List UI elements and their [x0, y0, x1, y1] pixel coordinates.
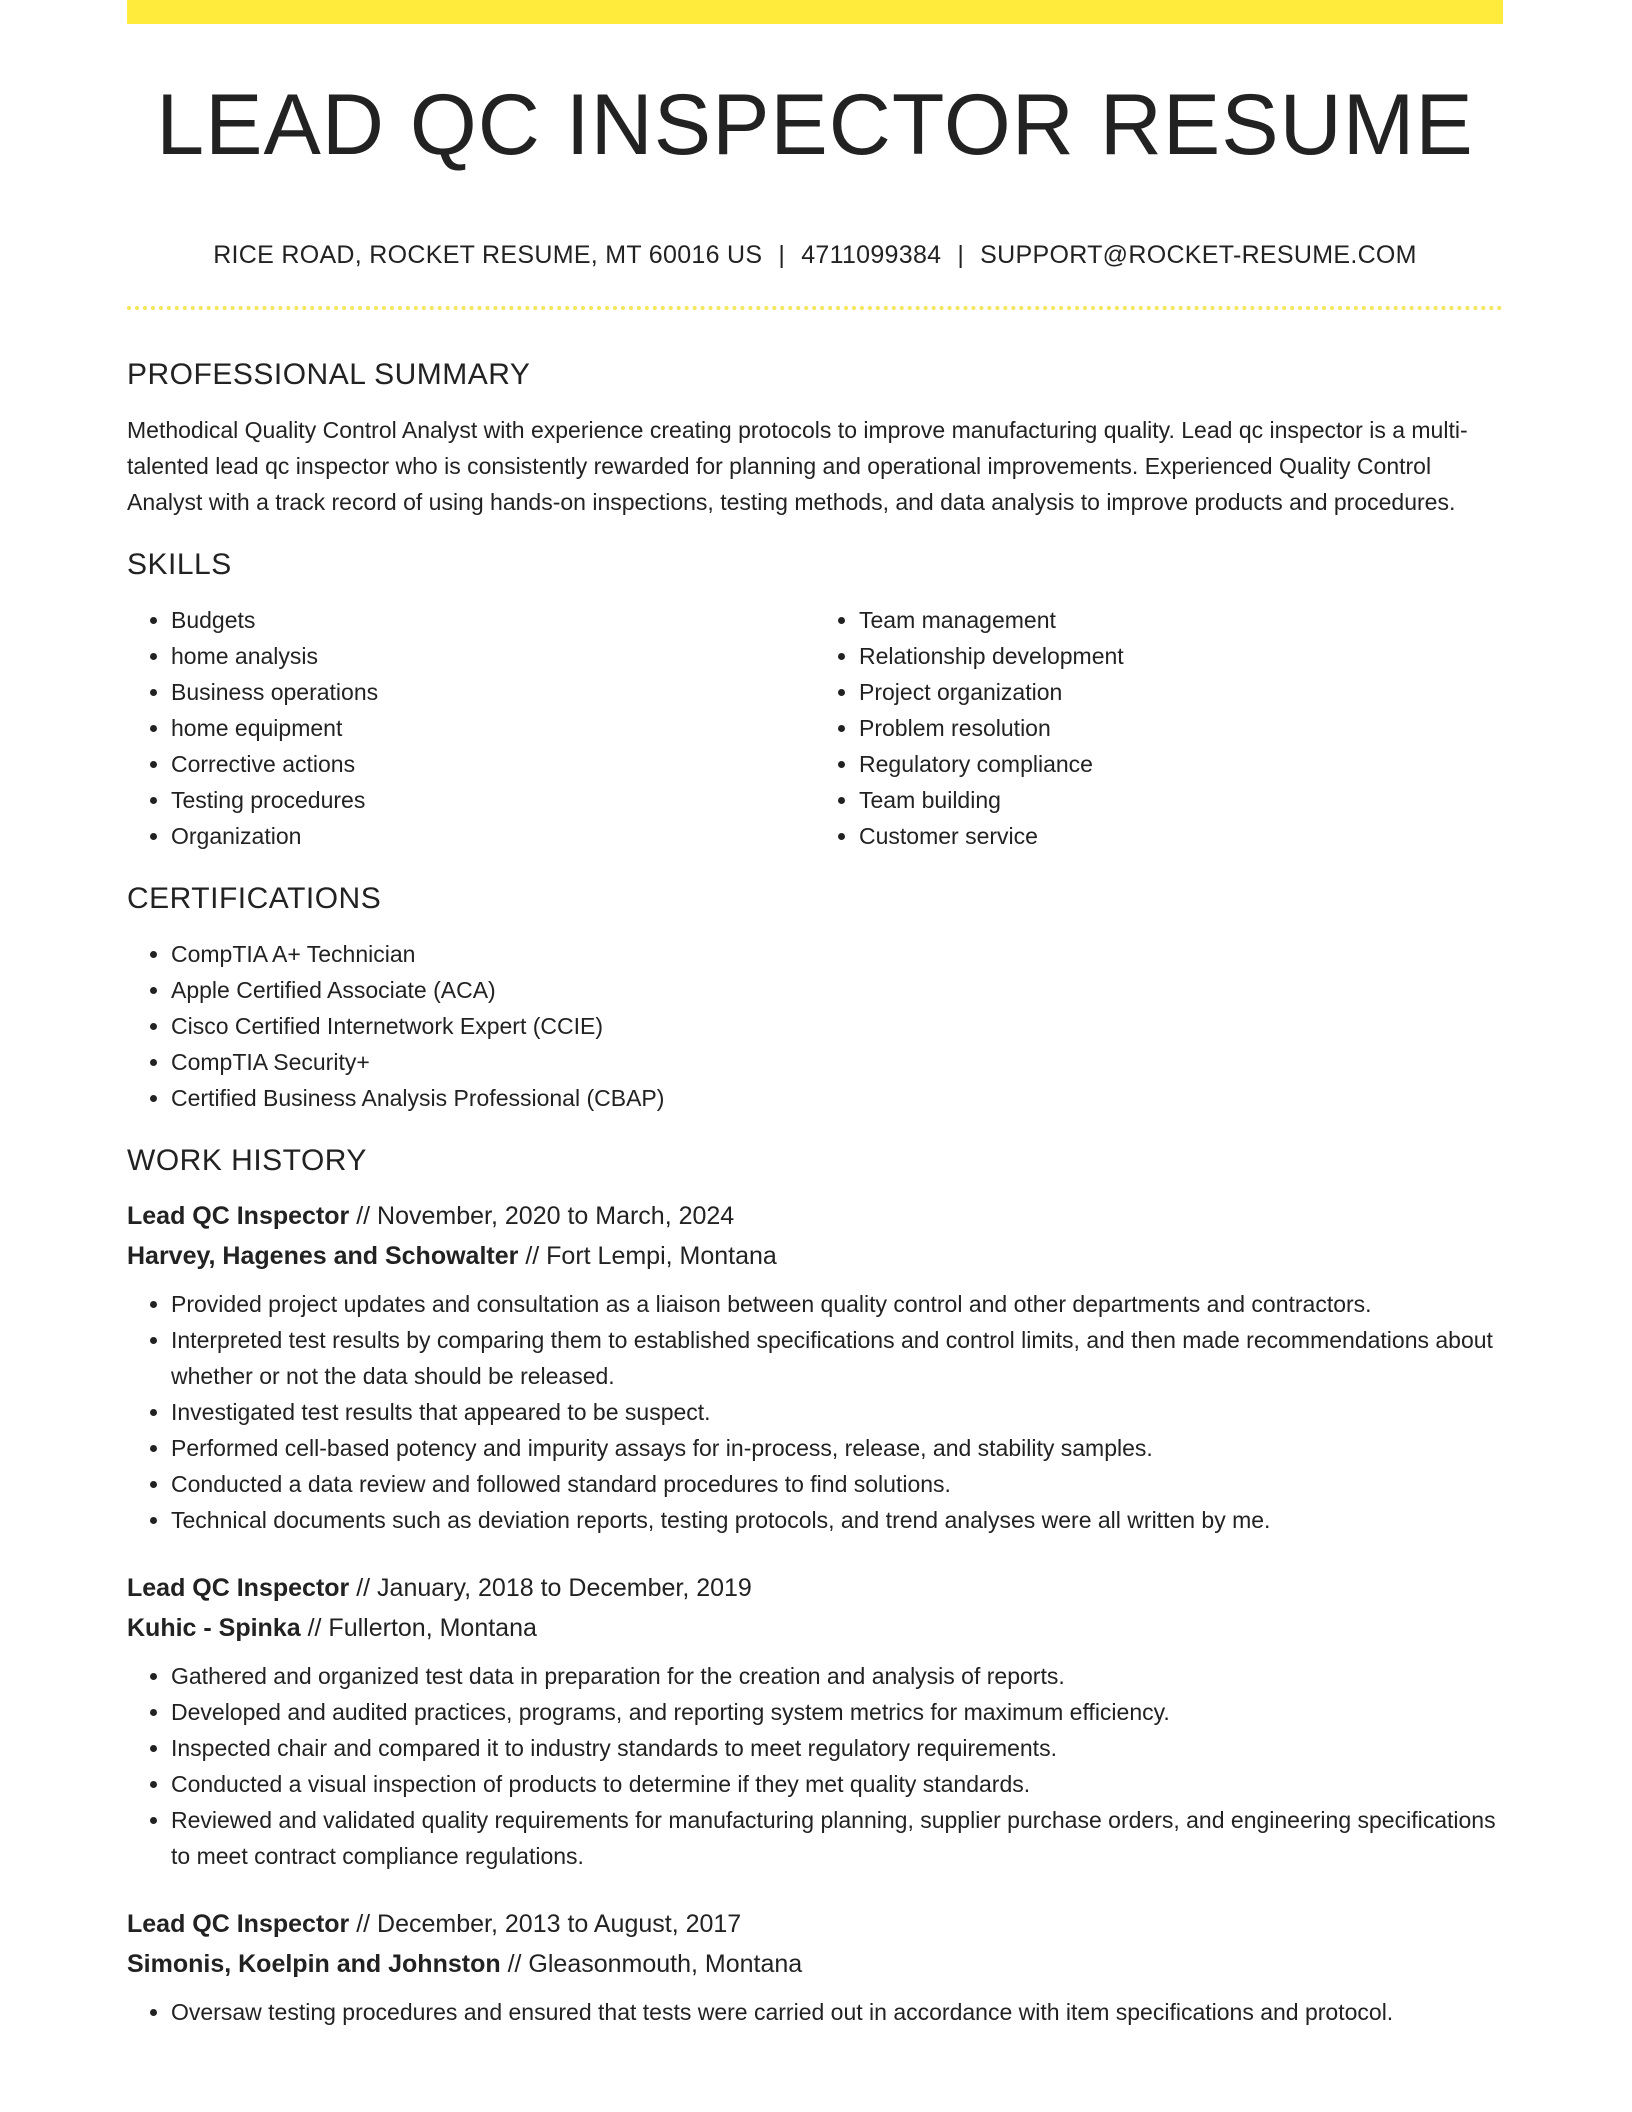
job-bullets — [127, 1286, 1503, 1538]
job-bullet: • Gathered and organized test data in preparation for the creation and analysis of reports. — [171, 1658, 1503, 1694]
job-bullets — [127, 1658, 1503, 1874]
skill-item: • Corrective actions — [171, 746, 815, 782]
job-company: Simonis, Koelpin and Johnston — [127, 1950, 501, 1978]
skills-heading: SKILLS — [127, 548, 232, 581]
job-bullet: • Interpreted test results by comparing them to established specifications and control limits, and then made recommendations about whether or not the data should be released. — [171, 1322, 1503, 1394]
skill-item: • Organization — [171, 818, 815, 854]
job-company: Kuhic - Spinka — [127, 1614, 301, 1642]
skills-right-list — [815, 602, 1503, 854]
resume-title: LEAD QC INSPECTOR RESUME — [156, 77, 1474, 173]
job-bullets — [127, 1994, 1503, 2030]
certifications-list — [127, 936, 1503, 1116]
job-entry — [127, 1904, 1503, 2030]
skill-item: • Team management — [859, 602, 1503, 638]
job-dates: // December, 2013 to August, 2017 — [356, 1910, 742, 1938]
job-entry — [127, 1196, 1503, 1538]
skill-item: • Project organization — [859, 674, 1503, 710]
job-company-line — [127, 1236, 1503, 1276]
certification-item: • Apple Certified Associate (ACA) — [171, 972, 1503, 1008]
contact-separator: | — [957, 241, 965, 269]
certification-item: • CompTIA Security+ — [171, 1044, 1503, 1080]
contact-address: RICE ROAD, ROCKET RESUME, MT 60016 US — [213, 241, 763, 269]
job-bullet: • Conducted a visual inspection of products to determine if they met quality standards. — [171, 1766, 1503, 1802]
skill-item: • home analysis — [171, 638, 815, 674]
job-bullet: • Oversaw testing procedures and ensured that tests were carried out in accordance with item specifications and protocol. — [171, 1994, 1503, 2030]
skill-item: • Business operations — [171, 674, 815, 710]
summary-heading: PROFESSIONAL SUMMARY — [127, 358, 531, 391]
work-history-heading: WORK HISTORY — [127, 1144, 367, 1177]
job-location: // Gleasonmouth, Montana — [507, 1950, 803, 1978]
skill-item: • Regulatory compliance — [859, 746, 1503, 782]
job-bullet: • Technical documents such as deviation reports, testing protocols, and trend analyses were all written by me. — [171, 1502, 1503, 1538]
skill-item: • home equipment — [171, 710, 815, 746]
skill-item: • Problem resolution — [859, 710, 1503, 746]
job-title-line — [127, 1196, 1503, 1236]
summary-section — [127, 350, 1503, 520]
certification-item: • CompTIA A+ Technician — [171, 936, 1503, 972]
job-dates: // January, 2018 to December, 2019 — [356, 1574, 752, 1602]
job-bullet: • Investigated test results that appeared to be suspect. — [171, 1394, 1503, 1430]
job-company-line — [127, 1608, 1503, 1648]
skill-item: • Team building — [859, 782, 1503, 818]
skill-item: • Customer service — [859, 818, 1503, 854]
accent-bar — [127, 0, 1503, 24]
contact-email: SUPPORT@ROCKET-RESUME.COM — [980, 241, 1417, 269]
skills-columns — [127, 602, 1503, 854]
certification-item: • Cisco Certified Internetwork Expert (CCIE) — [171, 1008, 1503, 1044]
skill-item: • Budgets — [171, 602, 815, 638]
job-bullet: • Reviewed and validated quality requirements for manufacturing planning, supplier purchase orders, and engineering specifications to meet contract compliance regulations. — [171, 1802, 1503, 1874]
job-title: Lead QC Inspector — [127, 1910, 350, 1938]
dotted-divider — [127, 306, 1503, 310]
job-bullet: • Provided project updates and consultation as a liaison between quality control and other departments and contractors. — [171, 1286, 1503, 1322]
job-dates: // November, 2020 to March, 2024 — [356, 1202, 735, 1230]
summary-text: Methodical Quality Control Analyst with experience creating protocols to improve manufacturing quality. Lead qc inspector is a multi-talented lead qc inspector who is consistently rewarded for planning and operational improvements. Experienced Quality Control Analyst with a track record of using hands-on inspections, testing methods, and data analysis to improve products and procedures. — [127, 417, 1468, 515]
skills-left-list — [127, 602, 815, 854]
resume-body — [127, 350, 1503, 2030]
contact-separator: | — [778, 241, 786, 269]
certifications-heading: CERTIFICATIONS — [127, 882, 382, 915]
contact-phone: 4711099384 — [801, 241, 942, 269]
job-title-line — [127, 1904, 1503, 1944]
job-bullet: • Performed cell-based potency and impurity assays for in-process, release, and stability samples. — [171, 1430, 1503, 1466]
skill-item: • Testing procedures — [171, 782, 815, 818]
skill-item: • Relationship development — [859, 638, 1503, 674]
job-location: // Fort Lempi, Montana — [525, 1242, 777, 1270]
work-history-section — [127, 1136, 1503, 2030]
job-company-line — [127, 1944, 1503, 1984]
contact-line — [127, 238, 1503, 272]
job-entry — [127, 1568, 1503, 1874]
job-company: Harvey, Hagenes and Schowalter — [127, 1242, 519, 1270]
certifications-section — [127, 874, 1503, 1116]
job-location: // Fullerton, Montana — [307, 1614, 537, 1642]
job-title: Lead QC Inspector — [127, 1202, 350, 1230]
job-title: Lead QC Inspector — [127, 1574, 350, 1602]
certification-item: • Certified Business Analysis Professional (CBAP) — [171, 1080, 1503, 1116]
job-title-line — [127, 1568, 1503, 1608]
skills-section — [127, 540, 1503, 854]
job-bullet: • Developed and audited practices, programs, and reporting system metrics for maximum efficiency. — [171, 1694, 1503, 1730]
job-bullet: • Inspected chair and compared it to industry standards to meet regulatory requirements. — [171, 1730, 1503, 1766]
job-bullet: • Conducted a data review and followed standard procedures to find solutions. — [171, 1466, 1503, 1502]
